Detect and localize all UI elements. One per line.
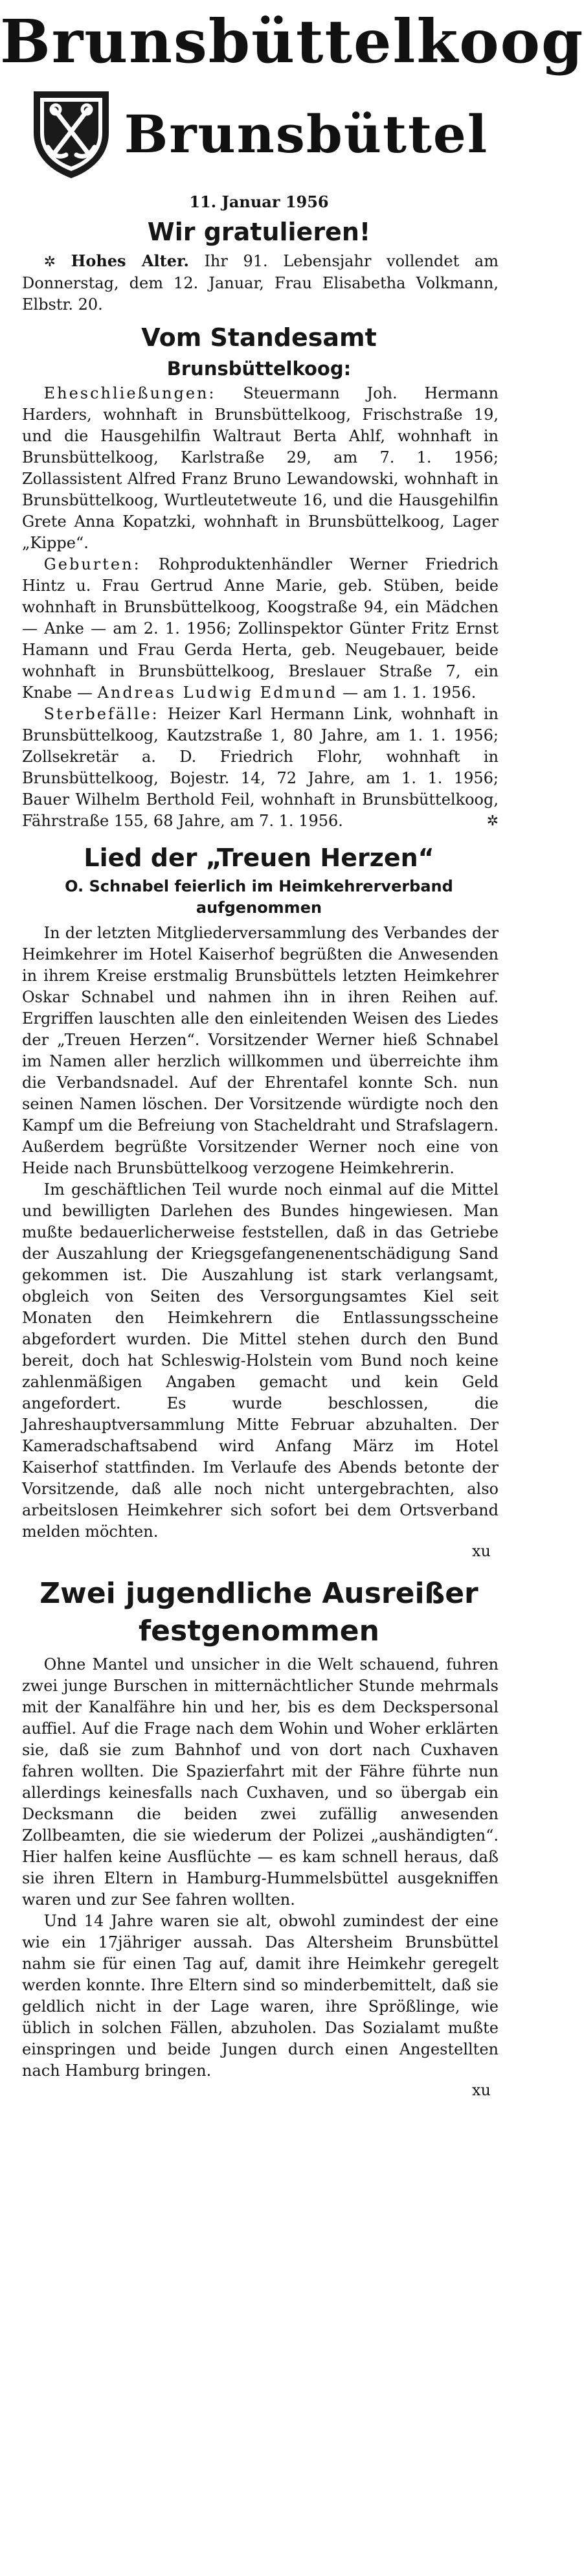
ausreisser-paragraph-2: Und 14 Jahre waren sie alt, obwohl zumindest der eine wie ein 17jähriger aussah. Das Altersheim Brunsbüttel nahm sie für einen Tag auf, damit ihre Heimkehr geregelt werden konnte. Ihre Eltern sind so minderbemittelt, daß sie geldlich nicht in der Lage waren, ihre Sprößlinge, wie üblich in solchen Fällen, abzuholen. Das Sozialamt mußte einspringen und beide Jungen durch einen Angestellten nach Hamburg bringen. — [22, 1912, 499, 2080]
standesamt-subheading: Brunsbüttelkoog: — [166, 358, 352, 380]
gratulation-heading: Wir gratulieren! — [147, 218, 371, 246]
sterbefaelle-label: Sterbefälle: — [43, 705, 159, 723]
masthead — [0, 0, 584, 188]
geburten-label: Geburten: — [43, 555, 141, 573]
lied-column — [0, 923, 518, 1561]
author-mark: xu — [472, 2081, 491, 2099]
standesamt-heading: Vom Standesamt — [141, 323, 377, 352]
gratulation-text: Ihr 91. Lebensjahr vollendet am Donnerstag, dem 12. Januar, Frau Elisabetha Volkmann, Elbstr. 20. — [22, 252, 499, 314]
geburten-text: Rohproduktenhändler Werner Friedrich Hintz u. Frau Gertrud Anne Marie, geb. Stüben, beide wohnhaft in Brunsbüttelkoog, Koogstraße 94, ein Mädchen — Anke — am 2. 1. 1956; Zollinspektor Günter Fritz Ernst Hamann und Frau Gerda Herta, geb. Neugebauer, beide wohnhaft in Brunsbüttelkoog, Breslauer Straße 7, ein Knabe — — [22, 555, 499, 702]
geburten-name: Andreas Ludwig Edmund — [97, 684, 338, 702]
masthead-title-brunsbuettelkoog: Brunsbüttelkoog — [0, 6, 584, 76]
lied-heading: Lied der „Treuen Herzen“ — [84, 844, 434, 872]
star-icon: ✲ — [486, 813, 499, 829]
gratulation-paragraph — [22, 250, 499, 316]
gratulation-column — [0, 250, 518, 316]
standesamt-column — [0, 383, 518, 832]
ausreisser-column — [0, 1654, 518, 2100]
gratulation-lead: Hohes Alter. — [71, 251, 189, 270]
masthead-title-brunsbuettel: Brunsbüttel — [124, 104, 489, 165]
eheschliessungen-label: Eheschließungen: — [43, 384, 216, 402]
ausreisser-heading: Zwei jugendliche Ausreißer festgenommen — [39, 1577, 478, 1648]
issue-date: 11. Januar 1956 — [189, 192, 329, 211]
sterbefaelle-paragraph — [22, 704, 499, 832]
star-icon: ✲ — [43, 254, 56, 270]
geburten-paragraph — [22, 554, 499, 704]
lied-paragraph-2: Im geschäftlichen Teil wurde noch einmal auf die Mittel und bewilligten Darlehen des Bundes hingewiesen. Man mußte bedauerlicherweise feststellen, daß in das Getriebe der Auszahlung der Kriegsgefangenenentschädigung Sand gekommen ist. Die Auszahlung ist stark verlangsamt, obgleich von Seiten des Versorgungsamtes Kiel seit Monaten den Heimkehrern die Entlassungsscheine abgefordert wurden. Die Mittel stehen durch den Bund bereit, doch hat Schleswig-Holstein vom Bund noch keine zahlenmäßigen Angaben gemacht und kein Geld angefordert. Es wurde beschlossen, die Jahreshauptversammlung Mitte Februar abzuhalten. Der Kameradschaftsabend wird Anfang März im Hotel Kaiserhof stattfinden. Im Verlaufe des Abends betonte der Vorsitzende, daß alle noch nicht untergebrachten, also arbeitslosen Heimkehrer sich sofort bei dem Ortsverband melden möchten. — [22, 1180, 499, 1541]
sterbefaelle-text: Heizer Karl Hermann Link, wohnhaft in Brunsbüttelkoog, Kautzstraße 1, 80 Jahre, am 1. 1. 1956; Zollsekretär a. D. Friedrich Flohr, wohnhaft in Brunsbüttelkoog, Bojestr. 14, 72 Jahre, am 1. 1. 1956; Bauer Wilhelm Berthold Feil, wohnhaft in Brunsbüttelkoog, Fährstraße 155, 68 Jahre, am 7. 1. 1956. — [22, 705, 499, 830]
masthead-row — [0, 86, 518, 183]
lied-subheading: O. Schnabel feierlich im Heimkehrerverband aufgenommen — [65, 877, 453, 917]
eheschliessungen-text: Steuermann Joh. Hermann Harders, wohnhaft in Brunsbüttelkoog, Frischstraße 19, und die Hausgehilfin Waltraut Berta Ahlf, wohnhaft in Brunsbüttelkoog, Karlstraße 29, am 7. 1. 1956; Zollassistent Alfred Franz Bruno Lewandowski, wohnhaft in Brunsbüttelkoog, Wurtleutetweute 16, und die Hausgehilfin Grete Anna Kopatzki, wohnhaft in Brunsbüttelkoog, Lager „Kippe“. — [22, 384, 499, 552]
geburten-tail: — am 1. 1. 1956. — [343, 684, 477, 702]
anchor-crest-icon — [30, 87, 113, 181]
ausreisser-paragraph-1: Ohne Mantel und unsicher in die Welt schauend, fuhren zwei junge Burschen in mitternächtlicher Stunde mehrmals mit der Kanalfähre hin und her, bis es dem Deckspersonal auffiel. Auf die Frage nach dem Wohin und Woher erklärten sie, daß sie zum Bahnhof und von dort nach Cuxhaven fahren wollten. Die Spazierfahrt mit der Fähre führte nun allerdings keinesfalls nach Cuxhaven, und so übergab ein Decksmann die beiden zwei zufällig anwesenden Zollbeamten, die sie wiederum der Polizei „aushändigten“. Hier halfen keine Ausflüchte — es kam schnell heraus, daß sie ihren Eltern in Hamburg-Hummelsbüttel ausgekniffen waren und zur See fahren wollten. — [22, 1655, 499, 1909]
lied-paragraph-1: In der letzten Mitgliederversammlung des Verbandes der Heimkehrer im Hotel Kaiserhof begrüßten die Anwesenden in ihrem Kreise erstmalig Brunsbüttels letzten Heimkehrer Oskar Schnabel und nahmen ihn in ihren Reihen auf. Ergriffen lauschten alle den einleitenden Weisen des Liedes der „Treuen Herzen“. Vorsitzender Werner hieß Schnabel im Namen aller herzlich willkommen und überreichte ihm die Verbandsnadel. Auf der Ehrentafel konnte Sch. nun seinen Namen löschen. Der Vorsitzende würdigte noch den Kampf um die Befreiung von Stacheldraht und Strafslagern. Außerdem begrüßte Vorsitzender Werner noch eine von Heide nach Brunsbüttelkoog verzogene Heimkehrerin. — [22, 924, 499, 1177]
eheschliessungen-paragraph — [22, 383, 499, 554]
author-mark: xu — [472, 1542, 491, 1560]
